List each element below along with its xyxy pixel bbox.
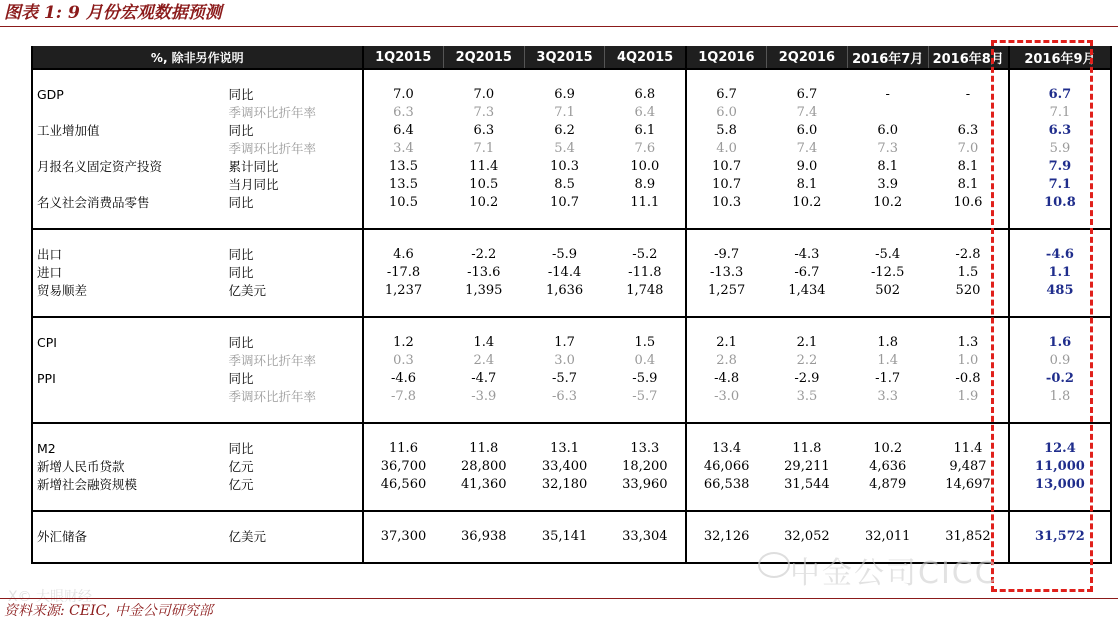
value-cell: -4.3	[794, 247, 820, 262]
forecast-cell: 6.3	[1009, 122, 1111, 140]
header-period: 2Q2015	[443, 46, 524, 69]
value-cell: 0.4	[634, 353, 656, 368]
table-row	[32, 194, 1111, 212]
value-cell: -	[965, 87, 971, 102]
value-cell: 36,938	[461, 529, 507, 544]
value-cell: -12.5	[871, 265, 905, 280]
table-row	[32, 264, 1111, 282]
value-cell: 8.1	[877, 159, 899, 174]
row-indicator	[32, 352, 225, 370]
value-cell: 8.5	[554, 177, 575, 192]
header-period: 1Q2015	[363, 46, 444, 69]
forecast-highlight-box	[991, 40, 1093, 592]
row-indicator: CPI	[37, 335, 57, 350]
value-cell: 31,852	[945, 529, 991, 544]
value-cell: 46,066	[686, 458, 767, 476]
header-period-forecast: 2016年9月	[1009, 46, 1111, 69]
value-cell: 6.3	[363, 104, 444, 122]
value-cell: 10.0	[630, 159, 660, 174]
value-cell: 10.3	[550, 159, 580, 174]
value-cell: -5.4	[875, 247, 901, 262]
value-cell: 3.9	[877, 177, 899, 192]
value-cell: 33,400	[541, 459, 588, 474]
value-cell: 10.2	[792, 195, 822, 210]
forecast-cell: -4.6	[1009, 246, 1111, 264]
value-cell: 13.4	[686, 440, 767, 458]
value-cell: -3.9	[471, 389, 497, 404]
value-cell: 4,879	[869, 477, 907, 492]
forecast-cell: 31,572	[1009, 528, 1111, 546]
value-cell: 1.5	[634, 335, 656, 350]
value-cell: 1.9	[957, 389, 979, 404]
value-cell: 31,544	[784, 477, 830, 492]
watermark: 中金公司CICC	[790, 556, 998, 591]
value-cell: 7.1	[554, 105, 575, 120]
value-cell: 41,360	[461, 477, 507, 492]
row-indicator: 出口	[37, 247, 63, 262]
row-metric: 同比	[228, 123, 254, 138]
spacer-row	[32, 317, 1111, 334]
row-indicator: 新增人民币贷款	[37, 459, 125, 474]
value-cell: 4,636	[869, 459, 907, 474]
row-indicator: 工业增加值	[37, 123, 100, 138]
table-row	[32, 282, 1111, 300]
spacer-row	[32, 212, 1111, 229]
value-cell: 33,304	[622, 529, 668, 544]
value-cell: 7.1	[473, 141, 495, 156]
value-cell: 13.5	[363, 176, 444, 194]
table-row	[32, 104, 1111, 122]
value-cell: -6.7	[794, 265, 820, 280]
value-cell: 10.7	[686, 158, 767, 176]
spacer-row	[32, 406, 1111, 423]
value-cell: 8.1	[957, 177, 979, 192]
header-period: 3Q2015	[524, 46, 605, 69]
forecast-cell: 11,000	[1009, 458, 1111, 476]
header-period: 4Q2015	[605, 46, 686, 69]
row-metric: 同比	[228, 265, 254, 280]
table-row	[32, 334, 1111, 352]
row-metric: 当月同比	[228, 177, 279, 192]
value-cell: 13.5	[363, 158, 444, 176]
value-cell: 6.3	[473, 123, 495, 138]
value-cell: -7.8	[363, 388, 444, 406]
header-period: 2016年8月	[928, 46, 1009, 69]
value-cell: 6.4	[363, 122, 444, 140]
row-indicator: 名义社会消费品零售	[37, 195, 150, 210]
value-cell: 3.5	[796, 389, 818, 404]
table-row	[32, 140, 1111, 158]
value-cell: 10.5	[363, 194, 444, 212]
row-metric: 季调环比折年率	[228, 389, 316, 404]
value-cell: 2.4	[473, 353, 495, 368]
value-cell: -9.7	[686, 246, 767, 264]
value-cell: 6.8	[634, 87, 656, 102]
table-row	[32, 122, 1111, 140]
value-cell: 1.7	[554, 335, 575, 350]
table-row	[32, 476, 1111, 494]
row-metric: 同比	[228, 247, 254, 262]
value-cell: -6.3	[552, 389, 578, 404]
value-cell: -5.9	[552, 247, 578, 262]
value-cell: 7.4	[796, 141, 818, 156]
value-cell: -0.8	[955, 371, 981, 386]
value-cell: 6.1	[634, 123, 656, 138]
value-cell: 1,636	[545, 283, 584, 298]
value-cell: 28,800	[461, 459, 507, 474]
value-cell: -2.8	[955, 247, 981, 262]
value-cell: 32,052	[784, 529, 830, 544]
value-cell: -5.7	[632, 389, 658, 404]
value-cell: 10.7	[550, 195, 580, 210]
row-metric: 同比	[228, 371, 254, 386]
value-cell: 37,300	[363, 528, 444, 546]
row-metric: 季调环比折年率	[228, 353, 316, 368]
value-cell: -4.7	[471, 371, 497, 386]
value-cell: 9,487	[949, 459, 987, 474]
value-cell: 36,700	[363, 458, 444, 476]
table-group	[32, 229, 1111, 317]
value-cell: 10.2	[469, 195, 499, 210]
table-row	[32, 176, 1111, 194]
forecast-cell: 12.4	[1009, 440, 1111, 458]
table-row	[32, 458, 1111, 476]
value-cell: 6.0	[877, 123, 899, 138]
row-indicator	[32, 104, 225, 122]
forecast-cell: 7.1	[1009, 104, 1111, 122]
value-cell: 1,748	[626, 283, 664, 298]
value-cell: 6.0	[686, 104, 767, 122]
value-cell: 6.7	[796, 87, 818, 102]
wechat-icon	[758, 552, 790, 578]
value-cell: 1.0	[957, 353, 979, 368]
row-metric: 亿美元	[228, 529, 266, 544]
value-cell: 11.8	[469, 441, 499, 456]
row-indicator	[32, 176, 225, 194]
row-indicator: 新增社会融资规模	[37, 477, 138, 492]
value-cell: 7.3	[877, 141, 899, 156]
table-group	[32, 69, 1111, 229]
value-cell: 10.2	[873, 441, 903, 456]
figure-title: 图表 1: 9 月份宏观数据预测	[4, 3, 222, 23]
value-cell: 1,237	[363, 282, 444, 300]
value-cell: 7.0	[473, 87, 495, 102]
value-cell: -4.6	[363, 370, 444, 388]
value-cell: 35,141	[541, 529, 588, 544]
value-cell: 3.3	[877, 389, 899, 404]
value-cell: 10.5	[469, 177, 499, 192]
value-cell: 4.6	[363, 246, 444, 264]
row-metric: 同比	[228, 87, 254, 102]
bottom-rule	[0, 598, 1118, 599]
forecast-cell: 7.9	[1009, 158, 1111, 176]
row-indicator: 月报名义固定资产投资	[37, 159, 163, 174]
row-metric: 亿美元	[228, 283, 266, 298]
value-cell: 33,960	[622, 477, 668, 492]
value-cell: -11.8	[628, 265, 662, 280]
value-cell: -2.2	[471, 247, 497, 262]
forecast-cell: 5.9	[1009, 140, 1111, 158]
value-cell: 6.7	[686, 86, 767, 104]
value-cell: 11.4	[469, 159, 499, 174]
value-cell: 1.4	[473, 335, 495, 350]
row-indicator: 贸易顺差	[37, 283, 88, 298]
value-cell: 6.2	[554, 123, 575, 138]
row-metric: 同比	[228, 195, 254, 210]
row-indicator	[32, 388, 225, 406]
header-row	[32, 46, 1111, 69]
watermark-secondary: X© 大眼财经	[8, 589, 93, 605]
value-cell: 2.1	[796, 335, 818, 350]
forecast-cell: 0.9	[1009, 352, 1111, 370]
header-unit-label: %, 除非另作说明	[32, 46, 363, 69]
value-cell: -5.2	[632, 247, 658, 262]
value-cell: 29,211	[784, 459, 830, 474]
row-metric: 亿元	[228, 459, 254, 474]
value-cell: 10.3	[686, 194, 767, 212]
value-cell: 1.8	[877, 335, 899, 350]
forecast-cell: 1.1	[1009, 264, 1111, 282]
value-cell: 46,560	[363, 476, 444, 494]
table-group	[32, 317, 1111, 423]
forecast-cell: 10.8	[1009, 194, 1111, 212]
value-cell: -14.4	[547, 265, 582, 280]
value-cell: -	[885, 87, 890, 102]
value-cell: -3.0	[686, 388, 767, 406]
value-cell: 8.1	[796, 177, 818, 192]
value-cell: 13.3	[630, 441, 660, 456]
spacer-row	[32, 494, 1111, 511]
value-cell: 8.9	[634, 177, 656, 192]
value-cell: 1.5	[957, 265, 979, 280]
spacer-row	[32, 69, 1111, 86]
value-cell: 6.3	[957, 123, 979, 138]
value-cell: -13.6	[467, 265, 501, 280]
value-cell: 7.4	[796, 105, 818, 120]
value-cell: 1.3	[957, 335, 979, 350]
value-cell: 32,126	[686, 528, 767, 546]
row-metric: 季调环比折年率	[228, 141, 316, 156]
value-cell: 2.2	[796, 353, 818, 368]
table-group	[32, 423, 1111, 511]
row-metric: 同比	[228, 335, 254, 350]
forecast-cell: 485	[1009, 282, 1111, 300]
value-cell: 32,011	[864, 529, 911, 544]
row-indicator: 外汇储备	[37, 529, 88, 544]
spacer-row	[32, 300, 1111, 317]
forecast-cell: 1.8	[1009, 388, 1111, 406]
value-cell: 11.6	[363, 440, 444, 458]
value-cell: 8.1	[957, 159, 979, 174]
value-cell: 2.1	[686, 334, 767, 352]
header-period: 2016年7月	[847, 46, 928, 69]
value-cell: 18,200	[622, 459, 668, 474]
value-cell: 0.3	[363, 352, 444, 370]
value-cell: 3.0	[554, 353, 575, 368]
value-cell: -13.3	[686, 264, 767, 282]
value-cell: -2.9	[794, 371, 820, 386]
forecast-cell: 7.1	[1009, 176, 1111, 194]
table-row	[32, 86, 1111, 104]
value-cell: 66,538	[686, 476, 767, 494]
value-cell: 1,395	[465, 283, 503, 298]
value-cell: -17.8	[363, 264, 444, 282]
forecast-cell: 13,000	[1009, 476, 1111, 494]
table-row	[32, 440, 1111, 458]
value-cell: 14,697	[945, 477, 991, 492]
forecast-cell: 1.6	[1009, 334, 1111, 352]
value-cell: 10.6	[953, 195, 983, 210]
row-indicator: PPI	[37, 371, 56, 386]
macro-forecast-table	[31, 46, 1112, 564]
value-cell: 6.4	[634, 105, 656, 120]
value-cell: -5.7	[552, 371, 578, 386]
value-cell: -1.7	[875, 371, 901, 386]
table-row	[32, 246, 1111, 264]
value-cell: 4.0	[686, 140, 767, 158]
value-cell: 5.8	[686, 122, 767, 140]
value-cell: -5.9	[632, 371, 658, 386]
forecast-cell: -0.2	[1009, 370, 1111, 388]
value-cell: 11.1	[630, 195, 660, 210]
value-cell: 7.0	[957, 141, 979, 156]
value-cell: 7.3	[473, 105, 495, 120]
row-metric: 亿元	[228, 477, 254, 492]
value-cell: 1,434	[788, 283, 826, 298]
header-period: 1Q2016	[686, 46, 767, 69]
value-cell: 1.2	[363, 334, 444, 352]
value-cell: 9.0	[796, 159, 818, 174]
row-indicator: 进口	[37, 265, 63, 280]
value-cell: 13.1	[550, 441, 580, 456]
value-cell: 502	[875, 283, 901, 298]
table-row	[32, 158, 1111, 176]
row-metric: 季调环比折年率	[228, 105, 316, 120]
header-period: 2Q2016	[767, 46, 848, 69]
title-rule	[0, 26, 1118, 27]
value-cell: 10.7	[686, 176, 767, 194]
table-row	[32, 528, 1111, 546]
row-indicator: M2	[37, 441, 56, 456]
value-cell: 1,257	[686, 282, 767, 300]
value-cell: 7.0	[363, 86, 444, 104]
value-cell: 10.2	[873, 195, 903, 210]
row-metric: 同比	[228, 441, 254, 456]
spacer-row	[32, 423, 1111, 440]
value-cell: 2.8	[686, 352, 767, 370]
value-cell: 520	[955, 283, 981, 298]
value-cell: 6.0	[796, 123, 818, 138]
value-cell: 3.4	[363, 140, 444, 158]
value-cell: 32,180	[541, 477, 588, 492]
value-cell: 7.6	[634, 141, 656, 156]
value-cell: 11.4	[953, 441, 983, 456]
value-cell: 6.9	[554, 87, 575, 102]
value-cell: -4.8	[686, 370, 767, 388]
value-cell: 1.4	[877, 353, 899, 368]
row-indicator	[32, 140, 225, 158]
value-cell: 5.4	[554, 141, 575, 156]
forecast-cell: 6.7	[1009, 86, 1111, 104]
value-cell	[847, 104, 928, 122]
table-row	[32, 352, 1111, 370]
row-metric: 累计同比	[228, 159, 279, 174]
spacer-row	[32, 511, 1111, 528]
table-row	[32, 388, 1111, 406]
row-indicator: GDP	[37, 87, 64, 102]
spacer-row	[32, 229, 1111, 246]
source-note: 资料来源: CEIC, 中金公司研究部	[4, 603, 213, 619]
value-cell: 11.8	[792, 441, 822, 456]
table-row	[32, 370, 1111, 388]
